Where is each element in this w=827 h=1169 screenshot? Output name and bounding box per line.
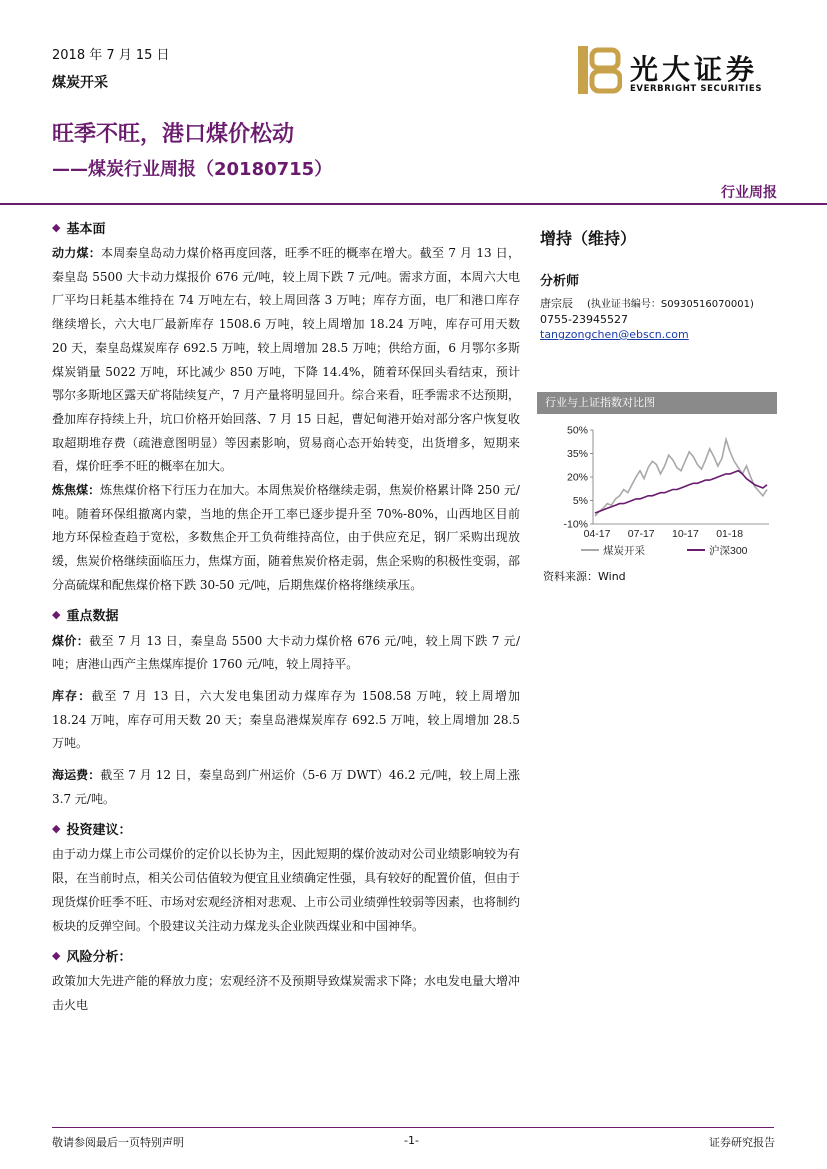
section-heading-key-data: ◆ 重点数据: [52, 608, 119, 625]
paragraph-coking-coal: 炼焦煤：炼焦煤价格下行压力在加大。本周焦炭价格继续走弱，焦炭价格累计降 250 元/吨。随着环保组撤离内蒙，当地的焦企开工率已逐步提升至 70%-80%，山西地区目前地方环保检查趋于宽松，多数焦企开工负荷维持高位，由于供应充足，钢厂采购出现放缓，焦炭价格继续面临压力，焦煤方面，随着焦炭价格走弱，焦企采购的积极性变弱，部分高硫煤和配焦煤价格下跌 30-50 元/吨，后期焦煤价格将继续承压。: [52, 483, 521, 592]
series-line-1: [595, 439, 767, 516]
analyst-heading: 分析师: [540, 274, 580, 289]
section-heading-fundamentals: ◆ 基本面: [52, 220, 106, 237]
x-tick-label: 07-17: [627, 528, 655, 540]
x-tick-label: 01-18: [716, 528, 744, 540]
paragraph-thermal-coal: 动力煤：本周秦皇岛动力煤价格再度回落，旺季不旺的概率在增大。截至 7 月 13 日，秦皇岛 5500 大卡动力煤报价 676 元/吨，较上周下跌 7 元/吨。需求方面，本周六大电厂平均日耗基本维持在 74 万吨左右，较上周回落 3 万吨；库存方面，电厂和港口库存继续增长，六大电厂最新库存 1508.6 万吨，较上周增加 18.24 万吨，库存可用天数 20 天，秦皇岛煤炭库存 692.5 万吨，较上周增加 28.5 万吨；供给方面，6 月鄂尔多斯煤炭销量 5022 万吨，环比减少 850 万吨，下降 14.4%，随着环保回头看结束，预计鄂尔多斯地区露天矿将陆续复产，7 月产量将明显回升。综合来看，旺季需求不达预期，叠加库存持续上升，坑口价格开始回落、7 月 15 日起，曹妃甸港开始对部分客户恢复收取超期堆存费（疏港意图明显）等因素影响，贸易商心态开始转变，出货增多，短期来看，煤价旺季不旺的概率在加大。: [52, 246, 520, 474]
legend-label: 煤炭开采: [603, 545, 645, 557]
x-tick-label: 10-17: [671, 528, 699, 540]
report-date: 2018 年 7 月 15 日: [52, 48, 170, 63]
y-tick-label: 35%: [566, 448, 588, 460]
diamond-bullet-icon: ◆: [52, 821, 61, 835]
analyst-name: 唐宗辰: [540, 297, 573, 310]
y-tick-label: -10%: [563, 518, 588, 531]
diamond-bullet-icon: ◆: [52, 948, 61, 962]
paragraph-inventory: 库存：截至 7 月 13 日，六大发电集团动力煤库存为 1508.58 万吨，较上周增加 18.24 万吨，库存可用天数 20 天；秦皇岛港煤炭库存 692.5 万吨，较上周增加 28.5 万吨。: [52, 688, 520, 751]
diamond-bullet-icon: ◆: [52, 220, 61, 234]
y-tick-label: 50%: [566, 424, 588, 437]
diamond-bullet-icon: ◆: [52, 608, 61, 622]
header-divider: [0, 203, 827, 205]
paragraph-investment: 由于动力煤上市公司煤价的定价以长协为主，因此短期的煤价波动对公司业绩影响较为有限，在当前时点，相关公司估值较为便宜且业绩确定性强，具有较好的配置价值，但由于现货煤价旺季不旺、市场对宏观经济相对悲观、上市公司业绩弹性较弱等因素，也将制约板块的反弹空间。个股建议关注动力煤龙头企业陕西煤业和中国神华。: [52, 847, 521, 933]
legend-label: 沪深300: [709, 545, 748, 557]
report-type-label: 行业周报: [721, 185, 777, 201]
report-title: 旺季不旺，港口煤价松动: [52, 122, 295, 147]
footer-disclaimer: 敬请参阅最后一页特别声明: [52, 1136, 184, 1149]
report-subtitle: ——煤炭行业周报（20180715）: [52, 159, 333, 180]
analyst-phone: 0755-23945527: [540, 313, 628, 326]
series-line-2: [595, 471, 767, 513]
paragraph-coal-price: 煤价：截至 7 月 13 日，秦皇岛 5500 大卡动力煤价格 676 元/吨，较上周下跌 7 元/吨；唐港山西产主焦煤库提价 1760 元/吨，较上周持平。: [52, 633, 520, 672]
everbright-logo-mark-icon: [578, 46, 622, 94]
paragraph-risk: 政策加大先进产能的释放力度；宏观经济不及预期导致煤炭需求下降；水电发电量大增冲击火电: [52, 974, 521, 1012]
section-heading-risk: ◆ 风险分析：: [52, 948, 132, 965]
analyst-cert: (执业证书编号：S0930516070001): [587, 299, 754, 310]
sector-label: 煤炭开采: [52, 75, 108, 91]
analyst-email-link[interactable]: tangzongchen@ebscn.com: [540, 328, 689, 341]
logo-english-text: EVERBRIGHT SECURITIES: [630, 84, 763, 94]
x-tick-label: 04-17: [583, 528, 611, 540]
paragraph-freight: 海运费：截至 7 月 12 日，秦皇岛到广州运价（5-6 万 DWT）46.2 元/吨，较上周上涨 3.7 元/吨。: [52, 768, 520, 806]
comparison-line-chart: [537, 418, 777, 568]
logo-chinese-text: 光大证券: [630, 53, 759, 86]
footer-page-number: -1-: [404, 1134, 419, 1147]
chart-title: 行业与上证指数对比图: [537, 392, 777, 414]
footer-divider: [52, 1127, 774, 1128]
y-tick-label: 20%: [566, 471, 588, 484]
chart-source: 资料来源：Wind: [543, 570, 626, 583]
main-column: [52, 218, 520, 1018]
section-heading-investment: ◆ 投资建议：: [52, 821, 132, 838]
footer-report-label: 证券研究报告: [709, 1136, 775, 1149]
rating-label: 增持（维持）: [540, 229, 637, 248]
y-tick-label: 5%: [572, 495, 588, 507]
analyst-name-line: [540, 295, 754, 311]
